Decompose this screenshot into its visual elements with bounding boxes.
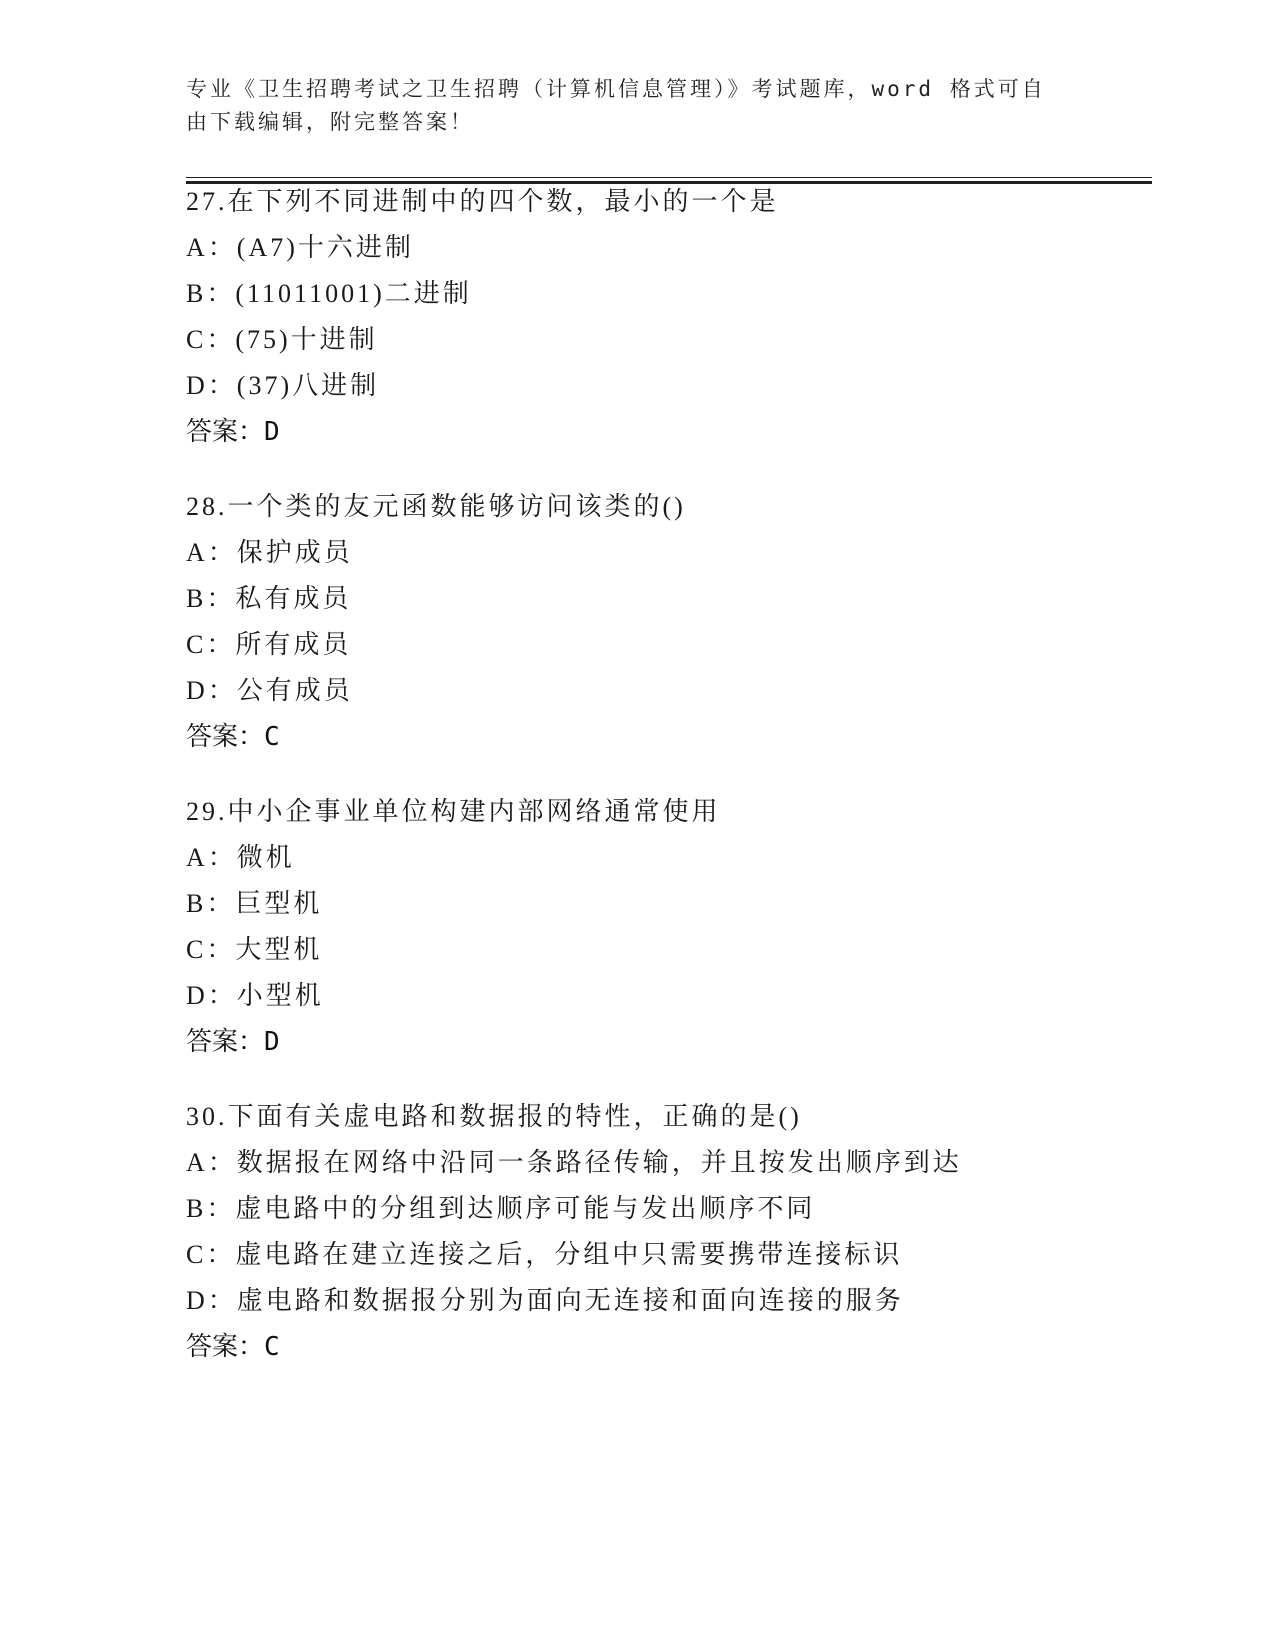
option-a: [186, 1140, 1186, 1186]
answer-value: C: [264, 1332, 280, 1362]
option-c: [186, 622, 1186, 668]
answer-label: 答案：: [186, 417, 265, 447]
answer-value: C: [264, 722, 280, 752]
option-b: [186, 271, 1186, 317]
option-b: [186, 1186, 1186, 1232]
header-divider-thin: [186, 177, 1152, 178]
option-label: A：: [186, 538, 237, 567]
answer-value: D: [264, 417, 280, 447]
question-28: [186, 484, 1186, 760]
option-label: C：: [186, 630, 236, 659]
option-a: [186, 530, 1186, 576]
option-d: [186, 363, 1186, 409]
option-text: 私有成员: [235, 584, 352, 613]
option-label: D：: [186, 1286, 237, 1315]
option-d: [186, 973, 1186, 1019]
question-stem: 30.下面有关虚电路和数据报的特性，正确的是(): [186, 1102, 802, 1131]
option-label: C：: [186, 935, 236, 964]
option-label: B：: [186, 584, 236, 613]
question-30: [186, 1094, 1186, 1370]
option-c: [186, 1232, 1186, 1278]
option-text: 巨型机: [235, 889, 323, 918]
question-stem: 28.一个类的友元函数能够访问该类的(): [186, 492, 686, 521]
option-text: (37)八进制: [236, 371, 380, 400]
option-label: A：: [186, 233, 237, 262]
answer-line: [186, 1019, 1186, 1065]
option-label: B：: [186, 889, 236, 918]
answer-line: [186, 1324, 1186, 1370]
option-a: [186, 225, 1186, 271]
option-text: 虚电路和数据报分别为面向无连接和面向连接的服务: [236, 1286, 904, 1315]
option-text: 虚电路在建立连接之后，分组中只需要携带连接标识: [235, 1240, 903, 1269]
option-d: [186, 668, 1186, 714]
document-header: [186, 73, 1066, 139]
option-b: [186, 576, 1186, 622]
answer-label: 答案：: [186, 1332, 265, 1362]
option-label: C：: [186, 325, 236, 354]
header-line-1: 专业《卫生招聘考试之卫生招聘（计算机信息管理）》考试题库，word 格式可自: [186, 77, 1046, 101]
option-text: 数据报在网络中沿同一条路径传输，并且按发出顺序到达: [236, 1148, 962, 1177]
option-text: (75)十进制: [235, 325, 378, 354]
option-text: 微机: [236, 843, 295, 872]
option-text: (A7)十六进制: [236, 233, 414, 262]
option-label: C：: [186, 1240, 236, 1269]
question-29: [186, 789, 1186, 1065]
question-stem: 27.在下列不同进制中的四个数，最小的一个是: [186, 187, 779, 216]
option-c: [186, 317, 1186, 363]
option-text: 虚电路中的分组到达顺序可能与发出顺序不同: [235, 1194, 816, 1223]
option-d: [186, 1278, 1186, 1324]
option-a: [186, 835, 1186, 881]
option-label: B：: [186, 279, 236, 308]
option-text: 小型机: [236, 981, 324, 1010]
option-c: [186, 927, 1186, 973]
option-text: 大型机: [235, 935, 323, 964]
option-label: D：: [186, 981, 237, 1010]
answer-label: 答案：: [186, 1027, 265, 1057]
option-label: D：: [186, 371, 237, 400]
answer-label: 答案：: [186, 722, 265, 752]
option-text: (11011001)二进制: [235, 279, 472, 308]
option-text: 保护成员: [236, 538, 353, 567]
answer-line: [186, 409, 1186, 455]
option-label: B：: [186, 1194, 236, 1223]
header-line-2: 由下载编辑，附完整答案！: [186, 110, 474, 134]
option-text: 所有成员: [235, 630, 352, 659]
answer-line: [186, 714, 1186, 760]
option-b: [186, 881, 1186, 927]
question-27: [186, 179, 1186, 455]
answer-value: D: [264, 1027, 280, 1057]
option-label: D：: [186, 676, 237, 705]
option-label: A：: [186, 843, 237, 872]
option-text: 公有成员: [236, 676, 353, 705]
question-stem: 29.中小企事业单位构建内部网络通常使用: [186, 797, 721, 826]
option-label: A：: [186, 1148, 237, 1177]
